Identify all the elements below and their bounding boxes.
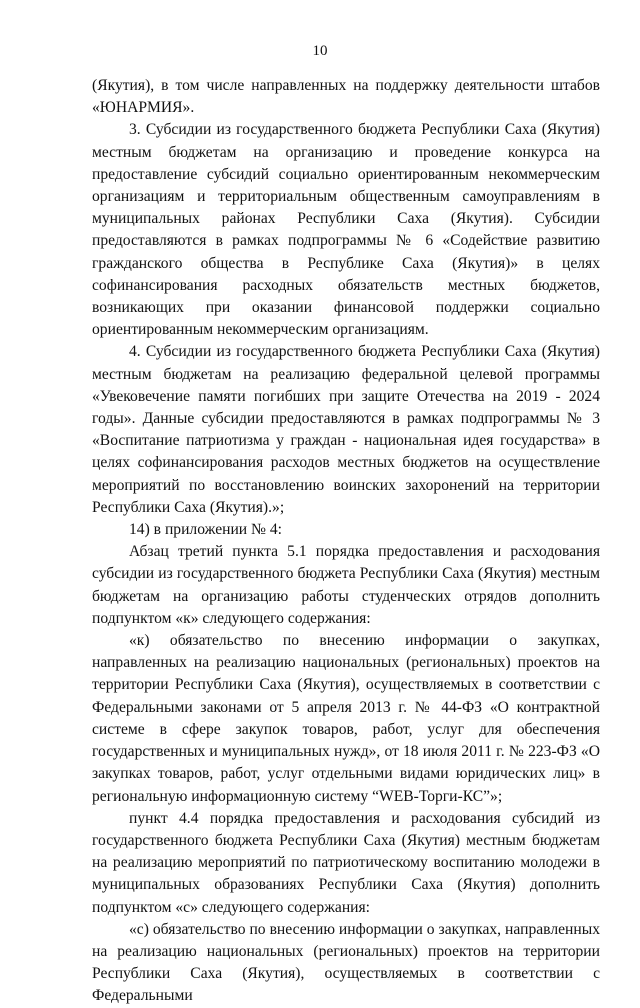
- page-number: 10: [312, 43, 328, 59]
- document-body: [92, 75, 600, 1008]
- paragraph-amendment-14: 14) в приложении № 4:: [129, 521, 282, 539]
- paragraph-continuation: (Якутия), в том числе направленных на поддержку деятельности штабов «ЮНАРМИЯ».: [92, 77, 600, 117]
- paragraph-abzac-5-1: Абзац третий пункта 5.1 порядка предоставления и расходования субсидии из государственного бюджета Республики Саха (Якутия) местным бюджетам на организацию работы студенческих отрядов дополнить подпунктом «к» следующего содержания:: [92, 543, 600, 627]
- paragraph-item-3: 3. Субсидии из государственного бюджета Республики Саха (Якутия) местным бюджетам на организацию и проведение конкурса на предоставление субсидий социально ориентированным некоммерческим организациям и территориальным общественным самоуправлениям в муниципальных районах Республики Саха (Якутия). Субсидии предоставляются в рамках подпрограммы № 6 «Содействие развитию гражданского общества в Республике Саха (Якутия)» в целях софинансирования расходных обязательств местных бюджетов, возникающих при оказании финансовой поддержки социально ориентированным некоммерческим организациям.: [92, 121, 600, 339]
- paragraph-subitem-k: «к) обязательство по внесению информации о закупках, направленных на реализацию национальных (региональных) проектов на территории Республики Саха (Якутия), осуществляемых в соответствии с Федеральными законами от 5 апреля 2013 г. № 44-ФЗ «О контрактной системе в сфере закупок товаров, работ, услуг для обеспечения государственных и муниципальных нужд», от 18 июля 2011 г. № 223-ФЗ «О закупках товаров, работ, услуг отдельными видами юридических лиц» в региональную информационную систему “WEB-Торги-КС”»;: [92, 632, 600, 805]
- paragraph-item-4: 4. Субсидии из государственного бюджета Республики Саха (Якутия) местным бюджетам на реализацию федеральной целевой программы «Увековечение памяти погибших при защите Отечества на 2019 - 2024 годы». Данные субсидии предоставляются в рамках подпрограммы № 3 «Воспитание патриотизма у граждан - национальная идея государства» в целях софинансирования расходов местных бюджетов на осуществление мероприятий по восстановлению воинских захоронений на территории Республики Саха (Якутия).»;: [92, 343, 600, 516]
- paragraph-punkt-4-4: пункт 4.4 порядка предоставления и расходования субсидий из государственного бюджета Республики Саха (Якутия) местным бюджетам на реализацию мероприятий по патриотическому воспитанию молодежи в муниципальных образованиях Республики Саха (Якутия) дополнить подпунктом «с» следующего содержания:: [92, 809, 600, 916]
- paragraph-subitem-s: «с) обязательство по внесению информации о закупках, направленных на реализацию национальных (региональных) проектов на территории Республики Саха (Якутия), осуществляемых в соответствии с Федеральными: [92, 920, 600, 1005]
